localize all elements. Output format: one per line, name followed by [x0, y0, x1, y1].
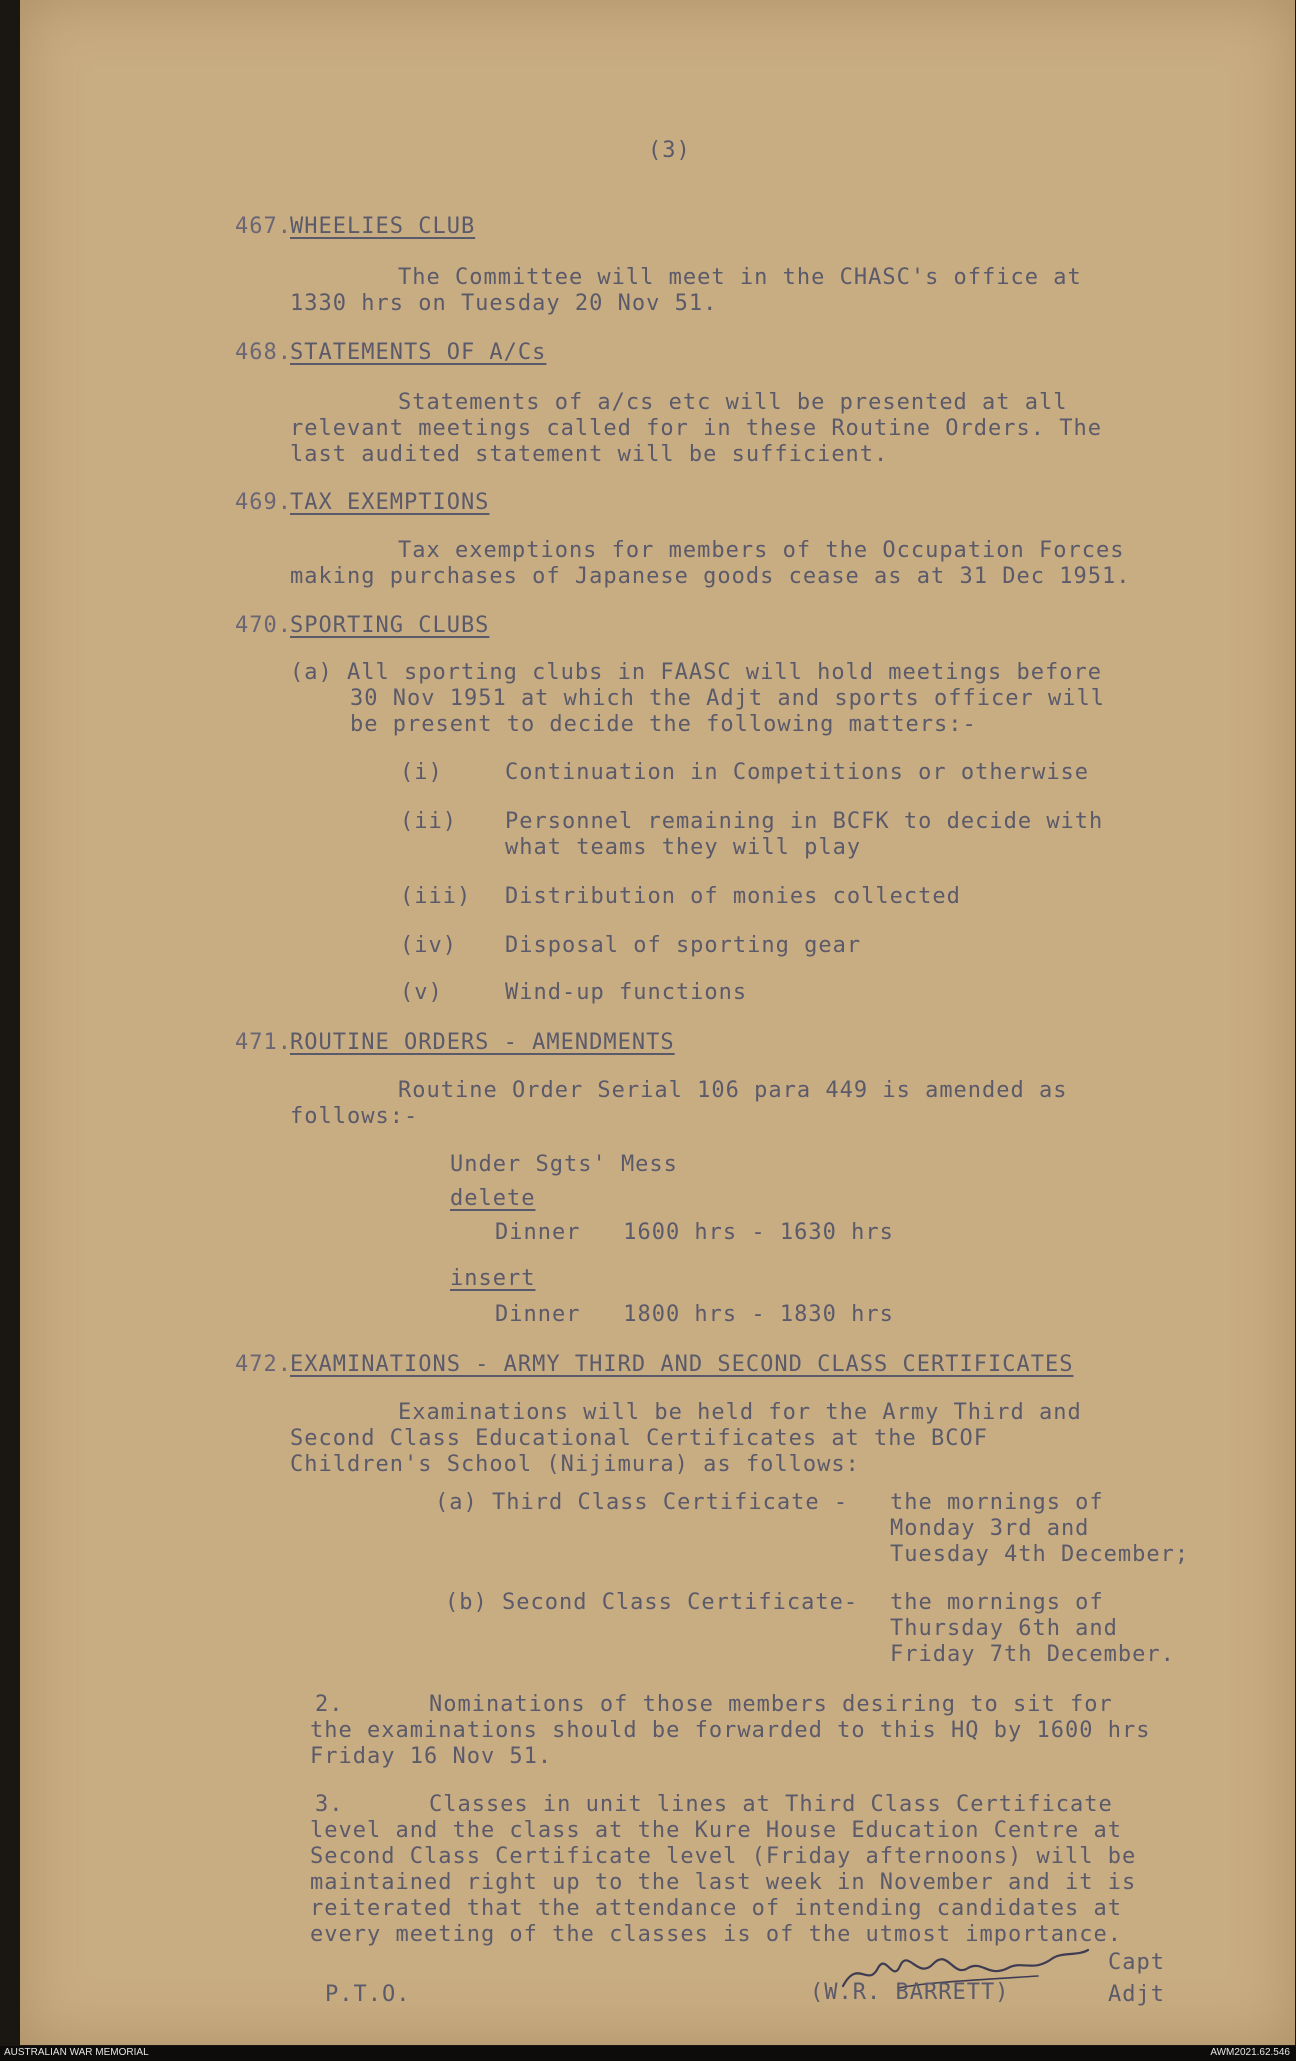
- archive-footer: [0, 2046, 1296, 2061]
- insert-label: insert: [450, 1266, 536, 1291]
- para-line: every meeting of the classes is of the utmost importance.: [310, 1922, 1122, 1947]
- text-line: Tax exemptions for members of the Occupation Forces: [398, 538, 1125, 563]
- para-line: Friday 16 Nov 51.: [310, 1744, 553, 1769]
- sub-label: (v): [400, 980, 443, 1005]
- text-line: The Committee will meet in the CHASC's office at: [398, 265, 1082, 290]
- para-line: 3. Classes in unit lines at Third Class Certificate: [315, 1792, 1113, 1817]
- para-line: maintained right up to the last week in November and it is: [310, 1870, 1137, 1895]
- delete-line: Dinner 1600 hrs - 1630 hrs: [495, 1220, 894, 1245]
- pto-mark: P.T.O.: [325, 1982, 411, 2007]
- text-line: making purchases of Japanese goods cease as at 31 Dec 1951.: [290, 564, 1131, 589]
- cert-text: Friday 7th December.: [890, 1642, 1175, 1667]
- cert-text: Tuesday 4th December;: [890, 1542, 1190, 1567]
- text-line: last audited statement will be sufficient.: [290, 442, 889, 467]
- text-line: relevant meetings called for in these Routine Orders. The: [290, 416, 1102, 441]
- signature-name: (W.R. BARRETT): [810, 1980, 1010, 2005]
- mess-name: Under Sgts' Mess: [450, 1152, 678, 1177]
- sub-label: (i): [400, 760, 443, 785]
- sub-text: Personnel remaining in BCFK to decide with: [505, 809, 1104, 834]
- text-line: Statements of a/cs etc will be presented at all: [398, 390, 1068, 415]
- item-number: 470.: [235, 613, 292, 638]
- item-heading: TAX EXEMPTIONS: [290, 490, 490, 515]
- sub-text: Continuation in Competitions or otherwise: [505, 760, 1090, 785]
- text-line: follows:-: [290, 1104, 419, 1129]
- document-page: [20, 0, 1295, 2045]
- item-heading: SPORTING CLUBS: [290, 613, 490, 638]
- para-line: the examinations should be forwarded to this HQ by 1600 hrs: [310, 1718, 1151, 1743]
- item-heading: WHEELIES CLUB: [290, 214, 476, 239]
- footer-right: AWM2021.62.546: [1210, 2047, 1290, 2058]
- cert-text: Thursday 6th and: [890, 1616, 1118, 1641]
- text-line: (a) All sporting clubs in FAASC will hold meetings before: [290, 660, 1102, 685]
- signature-rank: Capt: [1108, 1950, 1165, 1975]
- sub-text: Distribution of monies collected: [505, 884, 961, 909]
- para-line: level and the class at the Kure House Education Centre at: [310, 1818, 1122, 1843]
- text-line: 30 Nov 1951 at which the Adjt and sports officer will: [350, 686, 1105, 711]
- cert-text: the mornings of: [890, 1590, 1104, 1615]
- cert-label: (a) Third Class Certificate -: [435, 1490, 849, 1515]
- para-line: Second Class Certificate level (Friday afternoons) will be: [310, 1844, 1137, 1869]
- delete-label: delete: [450, 1186, 536, 1211]
- sub-text: Wind-up functions: [505, 980, 748, 1005]
- signature-role: Adjt: [1108, 1982, 1165, 2007]
- para-line: 2. Nominations of those members desiring to sit for: [315, 1692, 1113, 1717]
- item-number: 468.: [235, 340, 292, 365]
- item-number: 467.: [235, 214, 292, 239]
- footer-left: AUSTRALIAN WAR MEMORIAL: [4, 2047, 149, 2058]
- item-number: 469.: [235, 490, 292, 515]
- item-heading: EXAMINATIONS - ARMY THIRD AND SECOND CLASS CERTIFICATES: [290, 1352, 1074, 1377]
- text-line: Children's School (Nijimura) as follows:: [290, 1452, 860, 1477]
- text-line: Routine Order Serial 106 para 449 is amended as: [398, 1078, 1068, 1103]
- sub-label: (iv): [400, 933, 457, 958]
- item-number: 471.: [235, 1030, 292, 1055]
- text-line: be present to decide the following matters:-: [350, 712, 977, 737]
- page-number: (3): [648, 138, 691, 163]
- item-heading: STATEMENTS OF A/Cs: [290, 340, 547, 365]
- text-line: Examinations will be held for the Army Third and: [398, 1400, 1082, 1425]
- text-line: Second Class Educational Certificates at the BCOF: [290, 1426, 989, 1451]
- cert-text: the mornings of: [890, 1490, 1104, 1515]
- item-number: 472.: [235, 1352, 292, 1377]
- sub-label: (ii): [400, 809, 457, 834]
- text-line: 1330 hrs on Tuesday 20 Nov 51.: [290, 291, 718, 316]
- sub-label: (iii): [400, 884, 472, 909]
- para-line: reiterated that the attendance of intending candidates at: [310, 1896, 1122, 1921]
- cert-text: Monday 3rd and: [890, 1516, 1090, 1541]
- item-heading: ROUTINE ORDERS - AMENDMENTS: [290, 1030, 675, 1055]
- sub-text: Disposal of sporting gear: [505, 933, 862, 958]
- insert-line: Dinner 1800 hrs - 1830 hrs: [495, 1302, 894, 1327]
- cert-label: (b) Second Class Certificate-: [445, 1590, 859, 1615]
- sub-text: what teams they will play: [505, 835, 862, 860]
